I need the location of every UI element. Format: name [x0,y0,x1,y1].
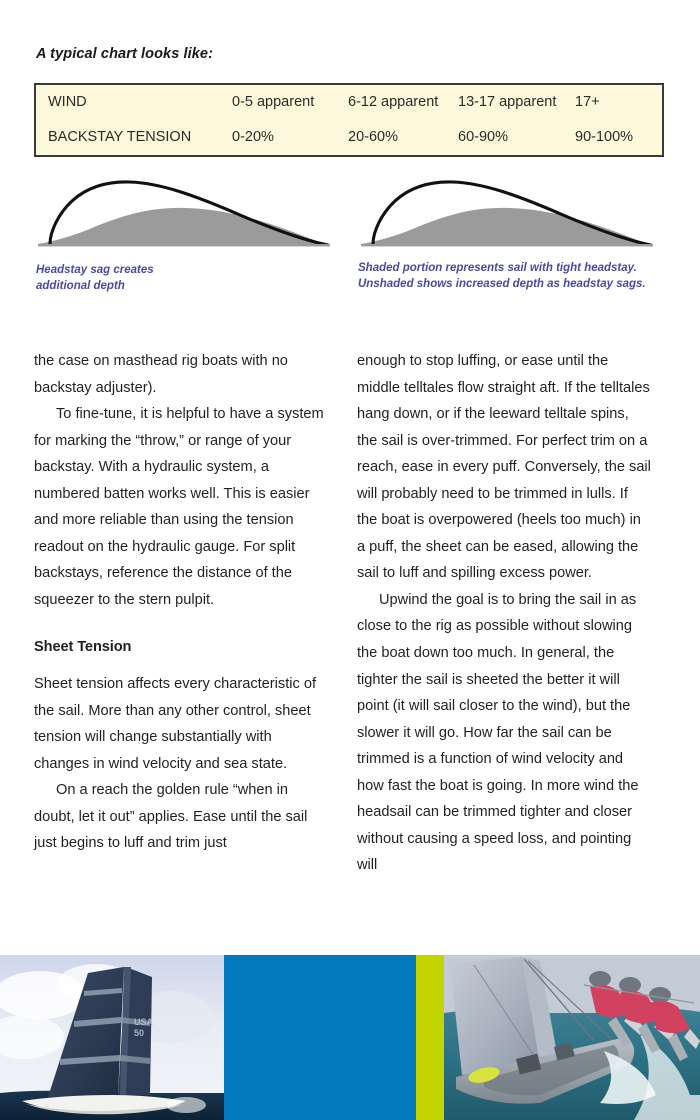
intro-heading: A typical chart looks like: [36,46,214,62]
diagram-caption-left: Headstay sag creates additional depth [36,264,154,292]
sail-section-diagram-right [357,176,657,248]
green-stripe [416,955,444,1120]
backstay-cell-2: 20-60% [348,129,398,146]
body-column-left [34,348,329,857]
wind-cell-2: 6-12 apparent [348,94,439,111]
paragraph: Upwind the goal is to bring the sail in as close to the rig as possible without slowing the boat down too much. In general, the tighter the sail is sheeted the better it will point (it will sail closer to the wind), but the slower it will go. How far the sail can be trimmed is a function of wind velocity and how fast the boat is going. In more wind the headsail can be trimmed tighter and closer without causing a speed loss, and pointing will [357,591,639,874]
sail-section-diagram-left [34,176,334,248]
chord-line [38,244,330,246]
table-row [36,85,670,120]
backstay-cell-1: 0-20% [232,129,274,146]
chart-table [36,85,670,155]
backstay-cell-3: 60-90% [458,129,508,146]
paragraph: enough to stop luffing, or ease until the middle telltales flow straight aft. If the telltales hang down, or if the leeward telltale spins, the sail is over-trimmed. For perfect trim on a reach, ease in every puff. Conversely, the sail will probably need to be trimmed in lulls. If the boat is overpowered (heels too much) in a puff, the sheet can be eased, allowing the sail to luff and spilling excess power. [357,353,651,582]
backstay-cell-4: 90-100% [575,129,634,146]
section-heading-sheet-tension: Sheet Tension [34,639,132,656]
shaded-sail-shape [361,208,653,246]
wind-cell-1: 0-5 apparent [232,94,315,111]
wind-cell-3: 13-17 apparent [458,94,557,111]
row-label-backstay-tension: BACKSTAY TENSION [48,129,192,146]
table-row [36,120,670,155]
photo-crew-hiking [444,955,700,1120]
diagram-caption-right: Shaded portion represents sail with tight headstay. Unshaded shows increased depth as headstay sags. [358,262,646,290]
paragraph: Sheet tension affects every characteristic of the sail. More than any other control, sheet tension will change substantially with changes in wind velocity and sea state. [34,675,317,772]
body-column-right [357,348,652,879]
paragraph: the case on masthead rig boats with no backstay adjuster). [34,353,288,396]
photo-sailboat-blue-hull [0,955,224,1120]
blue-panel [224,955,416,1120]
bottom-photo-band [0,955,700,1120]
paragraph: To fine-tune, it is helpful to have a system for marking the “throw,” or range of your backstay. With a hydraulic system, a numbered batten works well. This is easier and more reliable than using the tension readout on the hydraulic gauge. For split backstays, reference the distance of the squeezer to the stern pulpit. [34,406,324,608]
paragraph: On a reach the golden rule “when in doubt, let it out” applies. Ease until the sail just begins to luff and trim just [34,782,308,852]
row-label-wind: WIND [48,94,87,111]
svg-text:50: 50 [134,1028,145,1038]
wind-backstay-chart [34,83,664,157]
svg-text:USA: USA [134,1017,154,1027]
shaded-sail-shape [38,208,330,246]
wind-cell-4: 17+ [575,94,600,111]
chord-line [361,244,653,246]
